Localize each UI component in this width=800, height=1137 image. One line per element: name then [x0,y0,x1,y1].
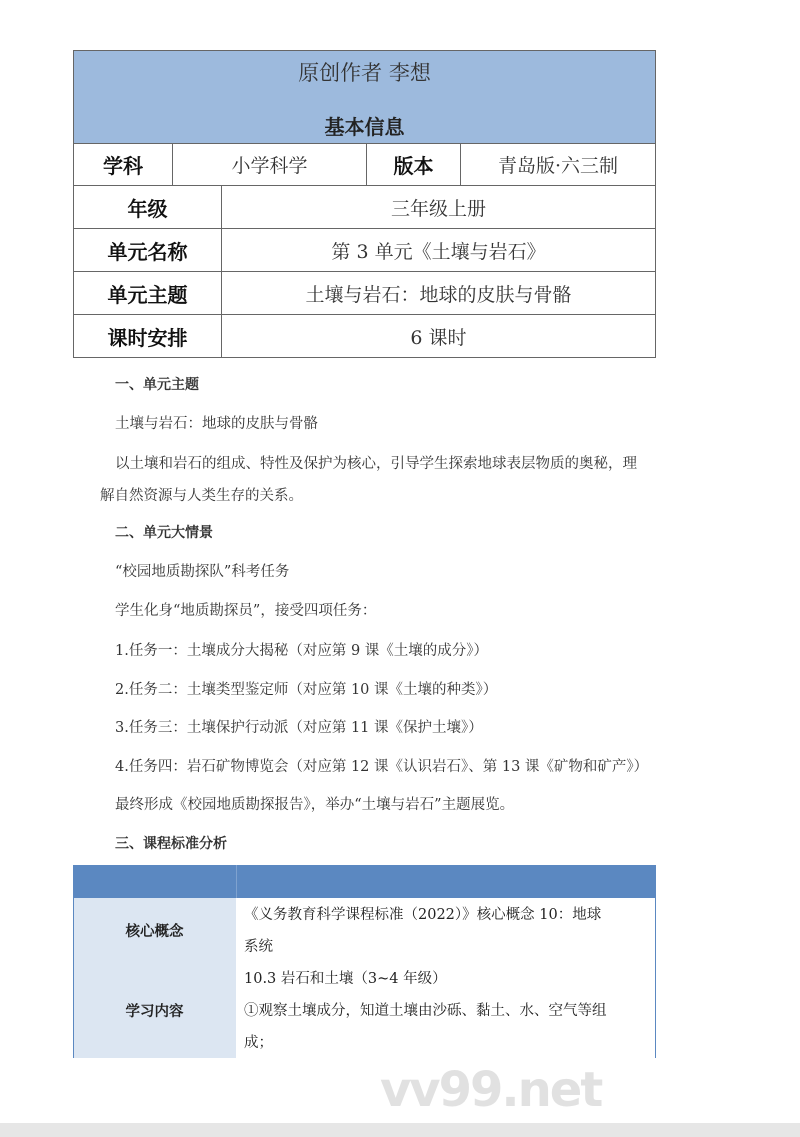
section-heading-1: 一、单元主题 [115,377,199,393]
text-line: 《义务教育科学课程标准（2022）》核心概念 10：地球 [244,907,602,923]
section-heading-2: 二、单元大情景 [115,525,213,541]
edition-value: 青岛版·六三制 [460,143,656,186]
paragraph: 最终形成《校园地质勘探报告》，举办“土壤与岩石”主题展览。 [115,797,515,813]
grade-value: 三年级上册 [221,185,656,229]
core-concept-label: 核心概念 [73,898,236,963]
standards-table-header [73,865,656,898]
subject-value: 小学科学 [172,143,367,186]
unit-name-label: 单元名称 [73,228,222,272]
core-concept-value [244,899,684,963]
edition-label: 版本 [366,143,461,186]
page-bottom-edge [0,1123,800,1137]
task-item: 2.任务二：土壤类型鉴定师（对应第 10 课《土壤的种类》） [115,682,498,698]
subject-label: 学科 [73,143,173,186]
text-line: 10.3 岩石和土壤（3~4 年级） [244,971,447,987]
watermark: vv99.net [380,1062,602,1118]
task-item: 4.任务四：岩石矿物博览会（对应第 12 课《认识岩石》、第 13 课《矿物和矿产》） [115,759,649,775]
schedule-value: 6 课时 [221,314,656,358]
text-line: 系统 [244,939,273,955]
info-table-title: 基本信息 [324,115,405,139]
learning-content-value [244,963,684,1059]
paragraph: 以土壤和岩石的组成、特性及保护为核心，引导学生探索地球表层物质的奥秘，理 [115,456,637,472]
task-item: 1.任务一：土壤成分大揭秘（对应第 9 课《土壤的成分》） [115,643,489,659]
paragraph: 解自然资源与人类生存的关系。 [100,488,303,504]
task-item: 3.任务三：土壤保护行动派（对应第 11 课《保护土壤》） [115,720,483,736]
paragraph: 学生化身“地质勘探员”，接受四项任务： [115,603,377,619]
unit-theme-label: 单元主题 [73,271,222,315]
author-line: 原创作者 李想 [298,61,431,85]
grade-label: 年级 [73,185,222,229]
unit-name-value: 第 3 单元《土壤与岩石》 [221,228,656,272]
paragraph: 土壤与岩石：地球的皮肤与骨骼 [115,416,318,432]
info-table-header [73,50,656,144]
paragraph: “校园地质勘探队”科考任务 [115,564,290,580]
text-line: 成； [244,1035,273,1051]
section-heading-3: 三、课程标准分析 [115,836,227,852]
learning-content-label: 学习内容 [73,963,236,1058]
text-line: ①观察土壤成分，知道土壤由沙砾、黏土、水、空气等组 [244,1003,607,1019]
schedule-label: 课时安排 [73,314,222,358]
unit-theme-value: 土壤与岩石：地球的皮肤与骨骼 [221,271,656,315]
